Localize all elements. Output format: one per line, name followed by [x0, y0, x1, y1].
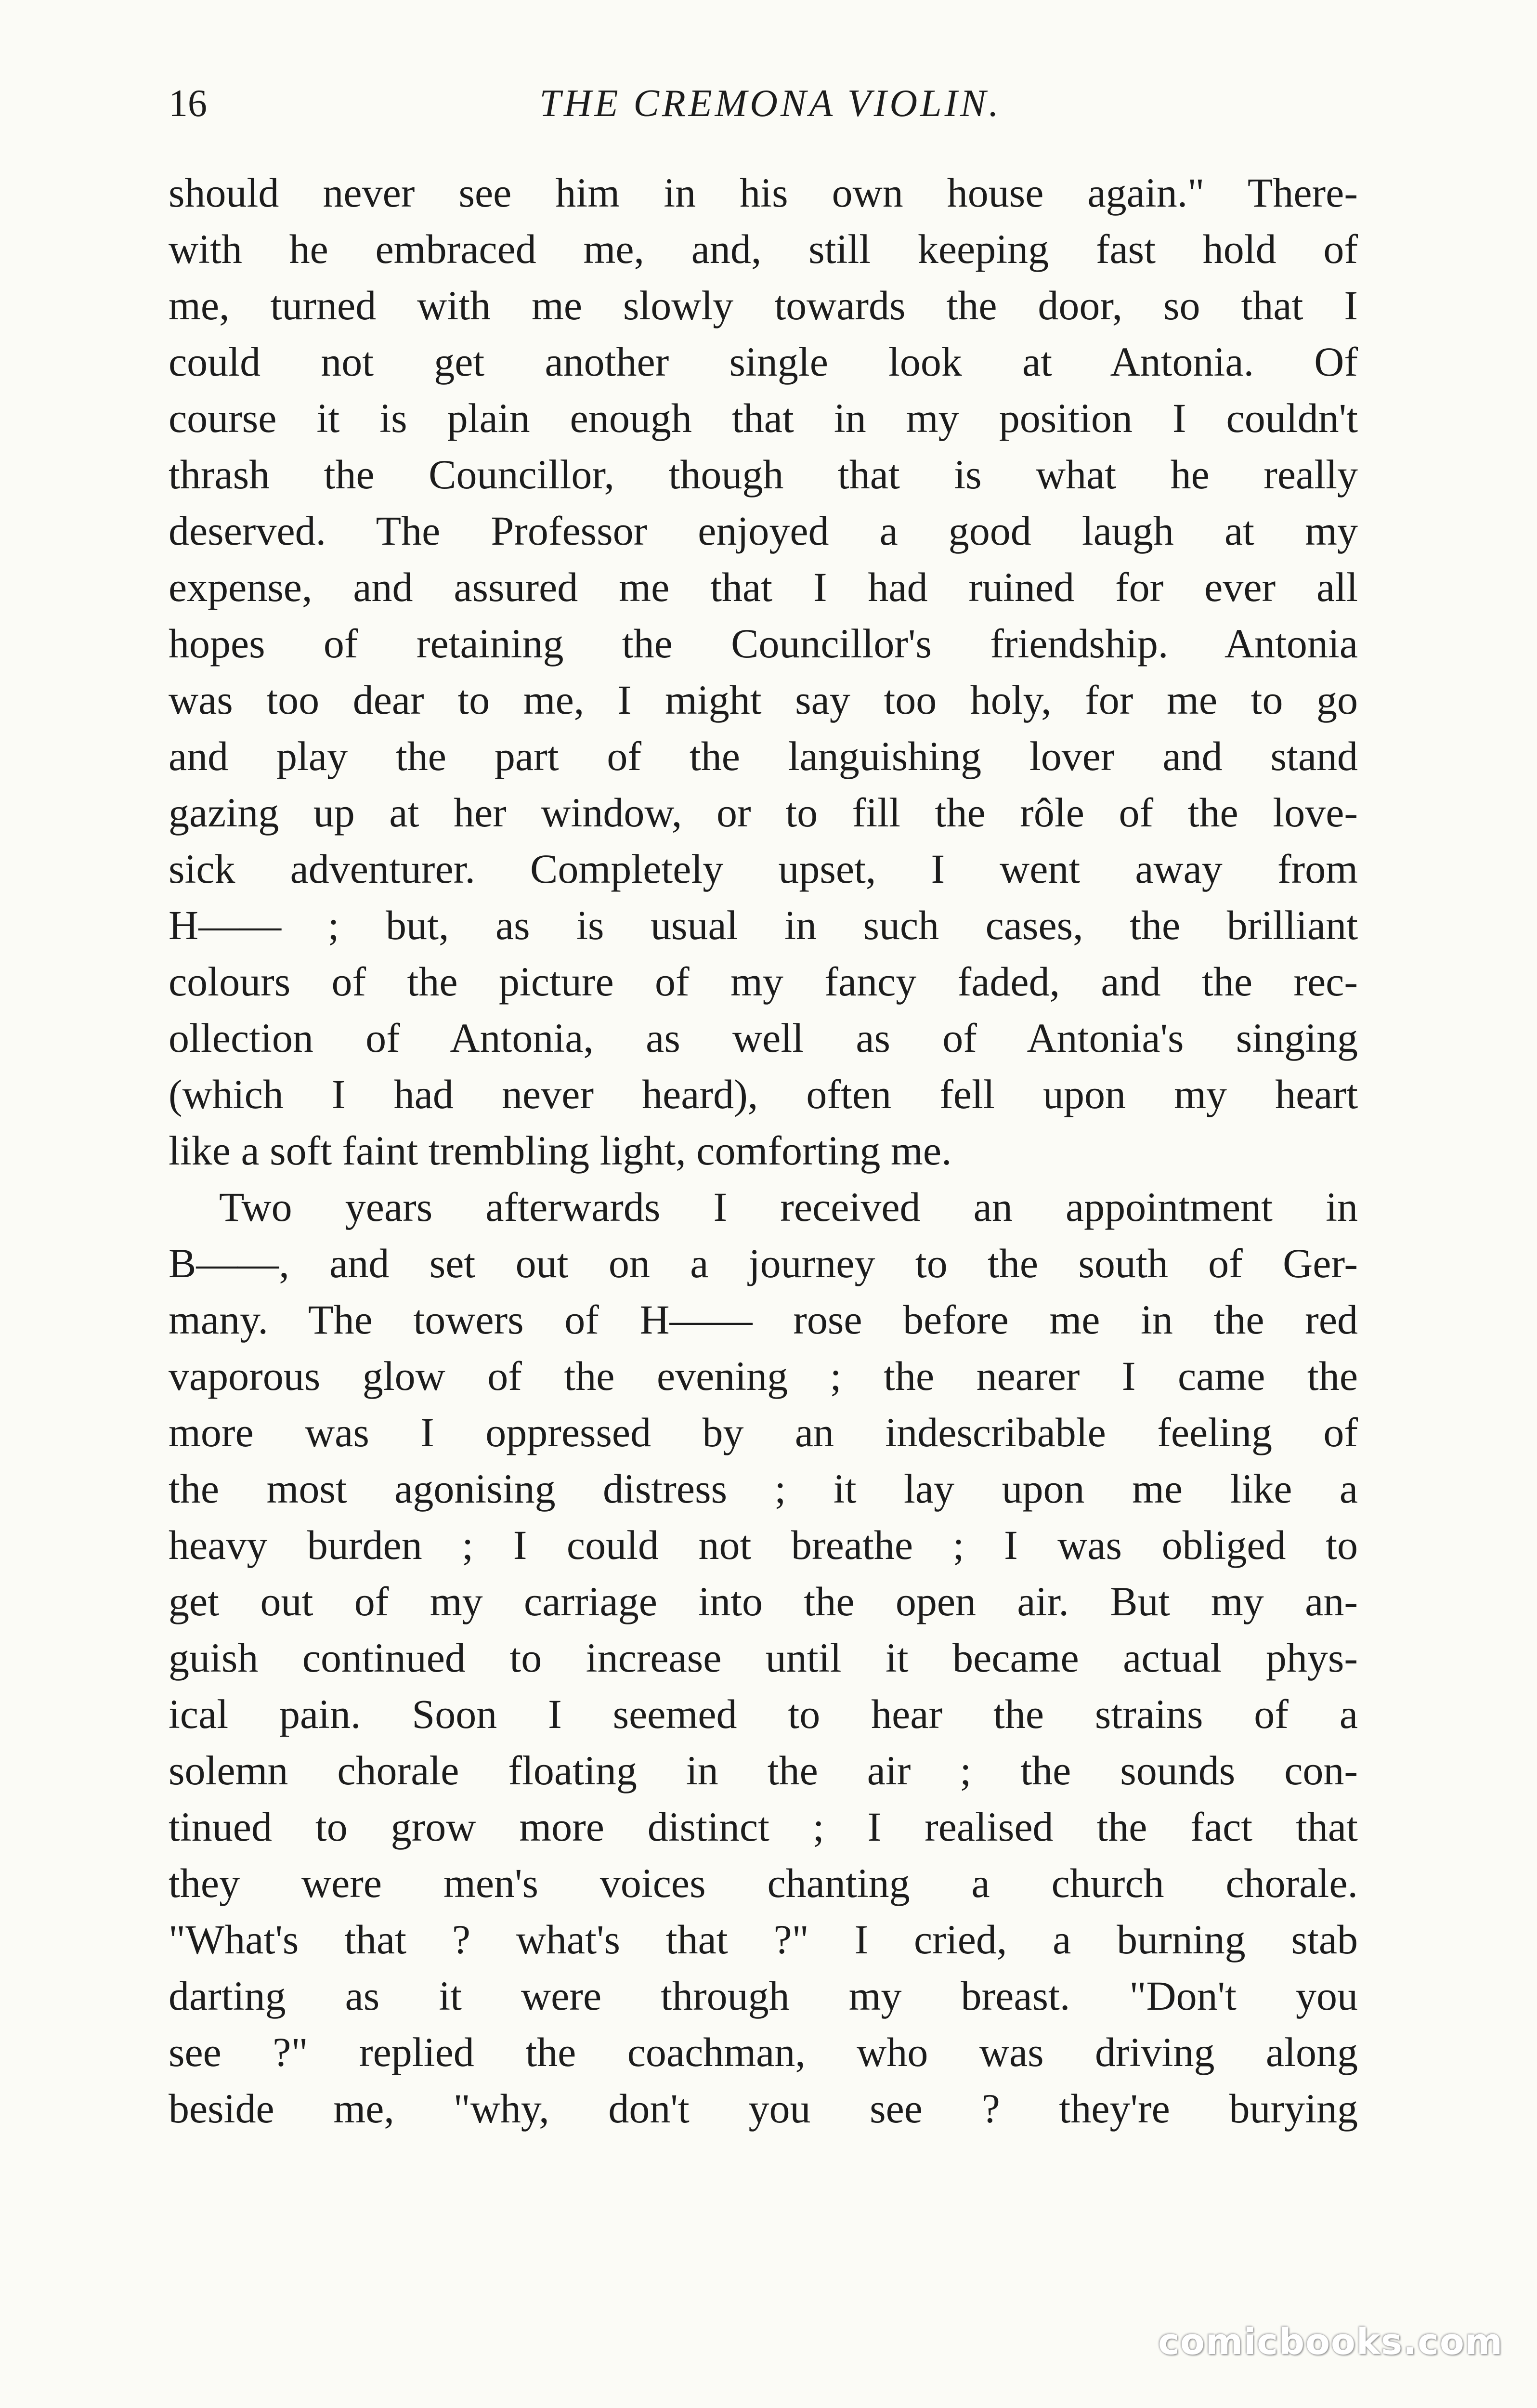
text-line: should never see him in his own house again." There-: [169, 170, 1358, 216]
text-line: hopes of retaining the Councillor's friendship. Antonia: [169, 620, 1358, 667]
text-line: course it is plain enough that in my position I couldn't: [169, 395, 1358, 441]
text-line: and play the part of the languishing lover and stand: [169, 733, 1358, 779]
text-line: colours of the picture of my fancy faded, and the rec-: [169, 958, 1358, 1005]
text-line: was too dear to me, I might say too holy, for me to go: [169, 677, 1358, 723]
text-line: me, turned with me slowly towards the door, so that I: [169, 282, 1358, 328]
watermark: comicbooks.com: [1158, 2321, 1503, 2363]
text-line: ical pain. Soon I seemed to hear the strains of a: [169, 1691, 1358, 1737]
body-text: [169, 165, 1358, 2137]
text-line: H—— ; but, as is usual in such cases, the brilliant: [169, 902, 1358, 948]
text-line: "What's that ? what's that ?" I cried, a burning stab: [169, 1916, 1358, 1963]
text-line: could not get another single look at Antonia. Of: [169, 339, 1358, 385]
text-line: vaporous glow of the evening ; the nearer I came the: [169, 1353, 1358, 1399]
text-line: sick adventurer. Completely upset, I went away from: [169, 846, 1358, 892]
text-line: deserved. The Professor enjoyed a good laugh at my: [169, 508, 1358, 554]
text-line: darting as it were through my breast. "Don't you: [169, 1973, 1358, 2019]
text-line: solemn chorale floating in the air ; the sounds con-: [169, 1747, 1358, 1793]
text-line: with he embraced me, and, still keeping fast hold of: [169, 226, 1358, 272]
text-line: beside me, "why, don't you see ? they're burying: [169, 2085, 1358, 2132]
text-line: the most agonising distress ; it lay upon me like a: [169, 1466, 1358, 1512]
running-title: THE CREMONA VIOLIN.: [539, 82, 1002, 125]
text-line: B——, and set out on a journey to the south of Ger-: [169, 1240, 1358, 1286]
text-line: see ?" replied the coachman, who was driving along: [169, 2029, 1358, 2075]
text-line: they were men's voices chanting a church chorale.: [169, 1860, 1358, 1906]
text-line: thrash the Councillor, though that is what he really: [169, 451, 1358, 497]
text-line: gazing up at her window, or to fill the rôle of the love-: [169, 789, 1358, 836]
text-line: expense, and assured me that I had ruined for ever all: [169, 564, 1358, 610]
text-line: guish continued to increase until it became actual phys-: [169, 1635, 1358, 1681]
text-line: many. The towers of H—— rose before me in the red: [169, 1296, 1358, 1343]
text-line: ollection of Antonia, as well as of Antonia's singing: [169, 1015, 1358, 1061]
page-number: 16: [169, 82, 207, 125]
text-line: get out of my carriage into the open air. But my an-: [169, 1578, 1358, 1624]
text-line: like a soft faint trembling light, comforting me.: [169, 1127, 952, 1174]
text-line: (which I had never heard), often fell upon my heart: [169, 1071, 1358, 1117]
text-line: tinued to grow more distinct ; I realised the fact that: [169, 1804, 1358, 1850]
text-line: heavy burden ; I could not breathe ; I was obliged to: [169, 1522, 1358, 1568]
text-line: more was I oppressed by an indescribable feeling of: [169, 1409, 1358, 1455]
text-line: Two years afterwards I received an appointment in: [219, 1184, 1358, 1230]
running-head: [169, 72, 1372, 135]
